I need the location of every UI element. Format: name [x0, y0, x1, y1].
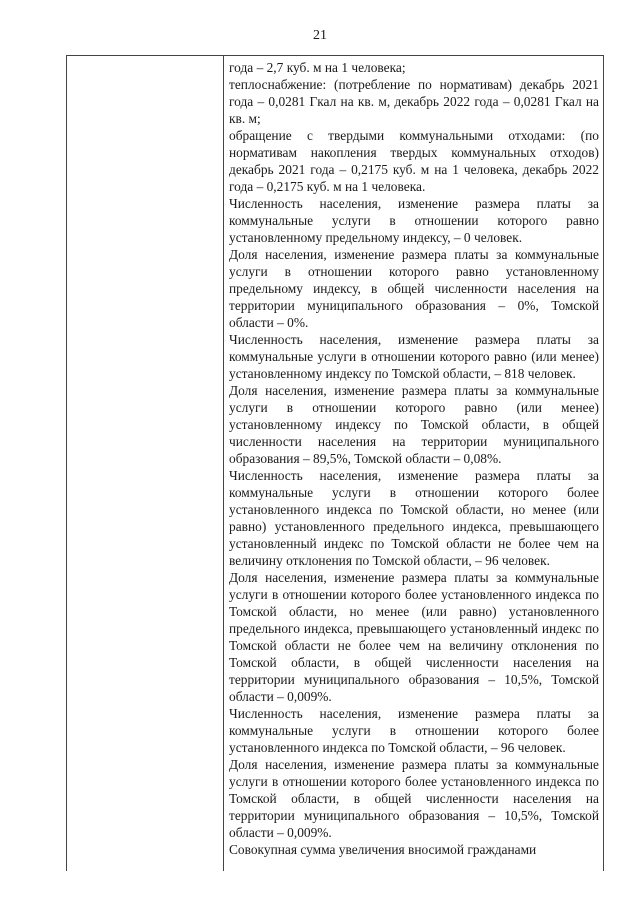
column-divider — [223, 56, 224, 871]
table-cell-right — [229, 59, 599, 858]
paragraph: Численность населения, изменение размера платы за коммунальные услуги в отношении которого равно (или менее) установленному индексу по Томской области, – 818 человек. — [229, 332, 599, 381]
paragraph: обращение с твердыми коммунальными отходами: (по нормативам накопления твердых коммунальных отходов) декабрь 2021 года – 0,2175 куб. м на 1 человека, декабрь 2022 года – 0,2175 куб. м на 1 человека. — [229, 128, 599, 194]
paragraph: Доля населения, изменение размера платы за коммунальные услуги в отношении которого равно установленному предельному индексу, в общей численности населения на территории муниципального образования – 0%, Томской области – 0%. — [229, 247, 599, 330]
paragraph: теплоснабжение: (потребление по нормативам) декабрь 2021 года – 0,0281 Гкал на кв. м, декабрь 2022 года – 0,0281 Гкал на кв. м; — [229, 77, 599, 126]
page-number: 21 — [313, 28, 327, 43]
paragraph: Доля населения, изменение размера платы за коммунальные услуги в отношении которого более установленного индекса по Томской области, в общей численности населения на территории муниципального образования – 10,5%, Томской области – 0,009%. — [229, 757, 599, 840]
table-cell-left — [67, 56, 223, 871]
paragraph: Доля населения, изменение размера платы за коммунальные услуги в отношении которого равно (или менее) установленному индексу по Томской области, в общей численности населения на территории муниципального образования – 89,5%, Томской области – 0,08%. — [229, 383, 599, 466]
paragraph: года – 2,7 куб. м на 1 человека; — [229, 60, 406, 75]
paragraph: Доля населения, изменение размера платы за коммунальные услуги в отношении которого более установленного индекса по Томской области, но менее (или равно) установленного предельного индекса, превышающего установленный индекс по Томской области не более чем на величину отклонения по Томской области, в общей численности населения на территории муниципального образования – 10,5%, Томской области – 0,009%. — [229, 570, 599, 704]
paragraph: Численность населения, изменение размера платы за коммунальные услуги в отношении которого более установленного индекса по Томской области, – 96 человек. — [229, 706, 599, 755]
paragraph: Численность населения, изменение размера платы за коммунальные услуги в отношении которого равно установленному предельному индексу, – 0 человек. — [229, 196, 599, 245]
document-table — [66, 55, 604, 871]
paragraph: Совокупная сумма увеличения вносимой гражданами — [229, 842, 537, 857]
paragraph: Численность населения, изменение размера платы за коммунальные услуги в отношении которого более установленного индекса по Томской области, но менее (или равно) установленного предельного индекса, превышающего установленный индекс по Томской области не более чем на величину отклонения по Томской области, – 96 человек. — [229, 468, 599, 568]
